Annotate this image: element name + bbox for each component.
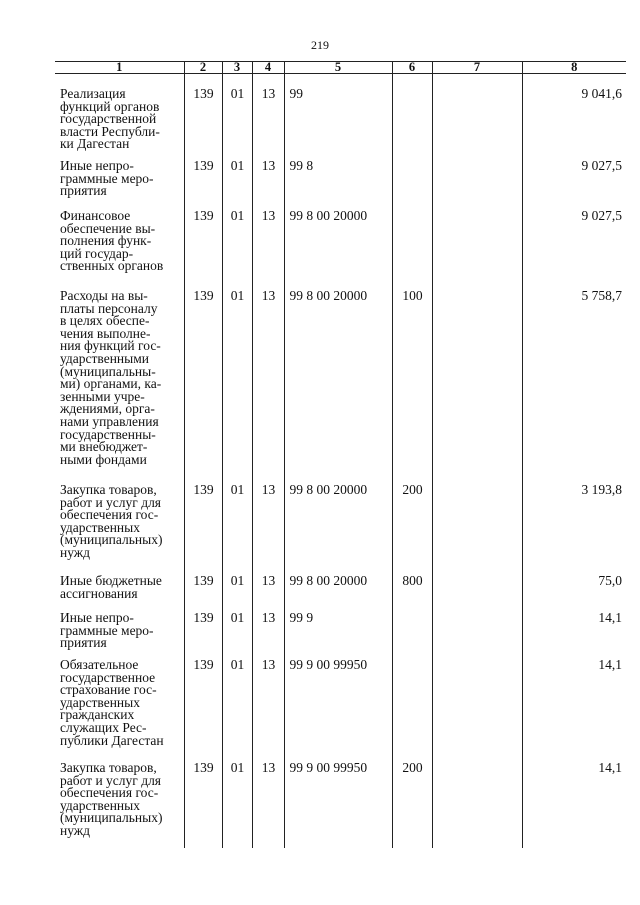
row-name-text: Иные бюджетные ассигнования (60, 573, 162, 601)
table-row (55, 756, 626, 848)
row-col-4-text: 13 (261, 288, 276, 303)
header-col-4: 4 (252, 62, 284, 74)
row-col-6 (392, 74, 432, 155)
row-name-text: Финансовое обеспечение вы- полнения функ- ций государ- ственных органов (60, 208, 164, 274)
budget-table (55, 61, 626, 848)
row-col-6 (392, 284, 432, 478)
row-col-3-text: 01 (230, 760, 245, 775)
row-col-5 (284, 154, 392, 204)
table-row (55, 284, 626, 478)
row-col-5-text: 99 8 00 20000 (289, 573, 368, 588)
row-col-8-text: 14,1 (598, 657, 622, 672)
row-col-2-text: 139 (193, 657, 214, 672)
row-col-3 (222, 204, 252, 284)
row-col-5-text: 99 9 00 99950 (289, 657, 368, 672)
row-col-3-text: 01 (230, 208, 245, 223)
row-name (55, 653, 184, 756)
row-col-2-text: 139 (193, 760, 214, 775)
row-col-6 (392, 154, 432, 204)
row-col-8-text: 75,0 (598, 573, 622, 588)
row-col-7 (432, 606, 522, 653)
row-col-5-text: 99 (289, 86, 303, 101)
row-col-2 (184, 204, 222, 284)
row-col-2-text: 139 (193, 482, 214, 497)
row-col-4 (252, 154, 284, 204)
row-col-3 (222, 756, 252, 848)
row-name-text: Обязательное государственное страхование гос- ударственных гражданских служащих Рес- публики Дагестан (60, 657, 164, 748)
row-col-4-text: 13 (261, 208, 276, 223)
row-name-text: Расходы на вы- платы персоналу в целях обеспе- чения выполне- ния функций гос- ударственными (муниципальны- ми) органами, ка- зенными учре- ждениями, орга- нами управления государственны- ми внебюджет- ными фондами (60, 288, 162, 467)
row-col-3-text: 01 (230, 657, 245, 672)
row-col-5 (284, 756, 392, 848)
header-col-8: 8 (522, 62, 626, 74)
row-col-8 (522, 284, 626, 478)
row-col-7 (432, 569, 522, 606)
row-col-3-text: 01 (230, 158, 245, 173)
row-col-3-text: 01 (230, 573, 245, 588)
row-col-5-text: 99 8 00 20000 (289, 208, 368, 223)
row-col-4-text: 13 (261, 86, 276, 101)
row-col-5-text: 99 8 00 20000 (289, 482, 368, 497)
row-col-2-text: 139 (193, 158, 214, 173)
row-col-2 (184, 756, 222, 848)
row-name (55, 154, 184, 204)
table-row (55, 478, 626, 569)
row-col-2 (184, 74, 222, 155)
row-col-5 (284, 478, 392, 569)
row-col-6 (392, 653, 432, 756)
header-col-6: 6 (392, 62, 432, 74)
row-col-8 (522, 478, 626, 569)
row-col-8 (522, 74, 626, 155)
row-col-8-text: 14,1 (598, 760, 622, 775)
row-col-2-text: 139 (193, 86, 214, 101)
row-col-2-text: 139 (193, 610, 214, 625)
row-col-5 (284, 284, 392, 478)
row-col-8 (522, 606, 626, 653)
header-col-2: 2 (184, 62, 222, 74)
row-col-7 (432, 756, 522, 848)
row-col-6 (392, 756, 432, 848)
row-col-2 (184, 154, 222, 204)
row-col-4-text: 13 (261, 482, 276, 497)
row-col-2-text: 139 (193, 288, 214, 303)
header-col-1: 1 (55, 62, 184, 74)
row-col-7 (432, 653, 522, 756)
row-col-5 (284, 204, 392, 284)
row-name (55, 74, 184, 155)
row-col-8-text: 14,1 (598, 610, 622, 625)
row-col-2 (184, 653, 222, 756)
row-col-5 (284, 569, 392, 606)
row-name (55, 284, 184, 478)
row-col-8-text: 9 041,6 (581, 86, 622, 101)
row-name (55, 478, 184, 569)
row-col-5-text: 99 9 00 99950 (289, 760, 368, 775)
row-col-5-text: 99 8 (289, 158, 314, 173)
row-col-7 (432, 478, 522, 569)
row-name (55, 204, 184, 284)
row-col-6 (392, 606, 432, 653)
row-col-6-text: 200 (402, 760, 423, 775)
row-col-3 (222, 569, 252, 606)
row-name-text: Реализация функций органов государственной власти Республи- ки Дагестан (60, 86, 160, 152)
row-col-4 (252, 606, 284, 653)
row-col-6-text: 100 (402, 288, 423, 303)
row-col-6 (392, 478, 432, 569)
row-col-5-text: 99 8 00 20000 (289, 288, 368, 303)
row-name (55, 606, 184, 653)
row-col-2-text: 139 (193, 573, 214, 588)
header-col-3: 3 (222, 62, 252, 74)
row-col-3-text: 01 (230, 482, 245, 497)
row-name-text: Иные непро- граммные меро- приятия (60, 610, 154, 651)
row-col-7 (432, 284, 522, 478)
row-col-8-text: 9 027,5 (581, 208, 622, 223)
row-col-4 (252, 569, 284, 606)
table-row (55, 569, 626, 606)
row-col-4-text: 13 (261, 158, 276, 173)
row-col-2 (184, 606, 222, 653)
row-col-6-text: 200 (402, 482, 423, 497)
page-number: 219 (311, 38, 329, 52)
row-col-2 (184, 478, 222, 569)
table-row (55, 154, 626, 204)
row-col-8-text: 3 193,8 (581, 482, 622, 497)
row-col-6 (392, 569, 432, 606)
row-col-7 (432, 74, 522, 155)
row-col-3 (222, 74, 252, 155)
row-col-8 (522, 154, 626, 204)
table-row (55, 74, 626, 155)
row-col-8 (522, 569, 626, 606)
row-col-8-text: 5 758,7 (581, 288, 622, 303)
row-col-4 (252, 653, 284, 756)
row-col-3 (222, 606, 252, 653)
row-col-4 (252, 284, 284, 478)
row-col-4-text: 13 (261, 610, 276, 625)
row-col-7 (432, 154, 522, 204)
row-col-3 (222, 284, 252, 478)
header-row (55, 62, 626, 74)
table-row (55, 606, 626, 653)
table-row (55, 653, 626, 756)
row-col-5 (284, 74, 392, 155)
row-name-text: Иные непро- граммные меро- приятия (60, 158, 154, 199)
row-col-8 (522, 653, 626, 756)
row-col-3-text: 01 (230, 610, 245, 625)
row-name-text: Закупка товаров, работ и услуг для обеспечения гос- ударственных (муниципальных) нужд (60, 482, 163, 560)
row-col-5-text: 99 9 (289, 610, 314, 625)
row-col-2-text: 139 (193, 208, 214, 223)
row-col-5 (284, 653, 392, 756)
row-col-4-text: 13 (261, 760, 276, 775)
row-col-8 (522, 204, 626, 284)
row-col-8 (522, 756, 626, 848)
row-col-3 (222, 154, 252, 204)
row-col-6-text: 800 (402, 573, 423, 588)
row-col-4 (252, 204, 284, 284)
table-row (55, 204, 626, 284)
row-col-7 (432, 204, 522, 284)
row-col-4-text: 13 (261, 573, 276, 588)
row-col-3 (222, 478, 252, 569)
row-col-2 (184, 569, 222, 606)
row-col-4-text: 13 (261, 657, 276, 672)
row-col-4 (252, 74, 284, 155)
row-col-5 (284, 606, 392, 653)
row-col-3-text: 01 (230, 288, 245, 303)
row-col-4 (252, 756, 284, 848)
row-col-8-text: 9 027,5 (581, 158, 622, 173)
row-col-2 (184, 284, 222, 478)
row-col-6 (392, 204, 432, 284)
header-col-5: 5 (284, 62, 392, 74)
row-col-4 (252, 478, 284, 569)
row-name (55, 569, 184, 606)
row-col-3-text: 01 (230, 86, 245, 101)
row-name (55, 756, 184, 848)
row-name-text: Закупка товаров, работ и услуг для обеспечения гос- ударственных (муниципальных) нужд (60, 760, 163, 838)
header-col-7: 7 (432, 62, 522, 74)
row-col-3 (222, 653, 252, 756)
